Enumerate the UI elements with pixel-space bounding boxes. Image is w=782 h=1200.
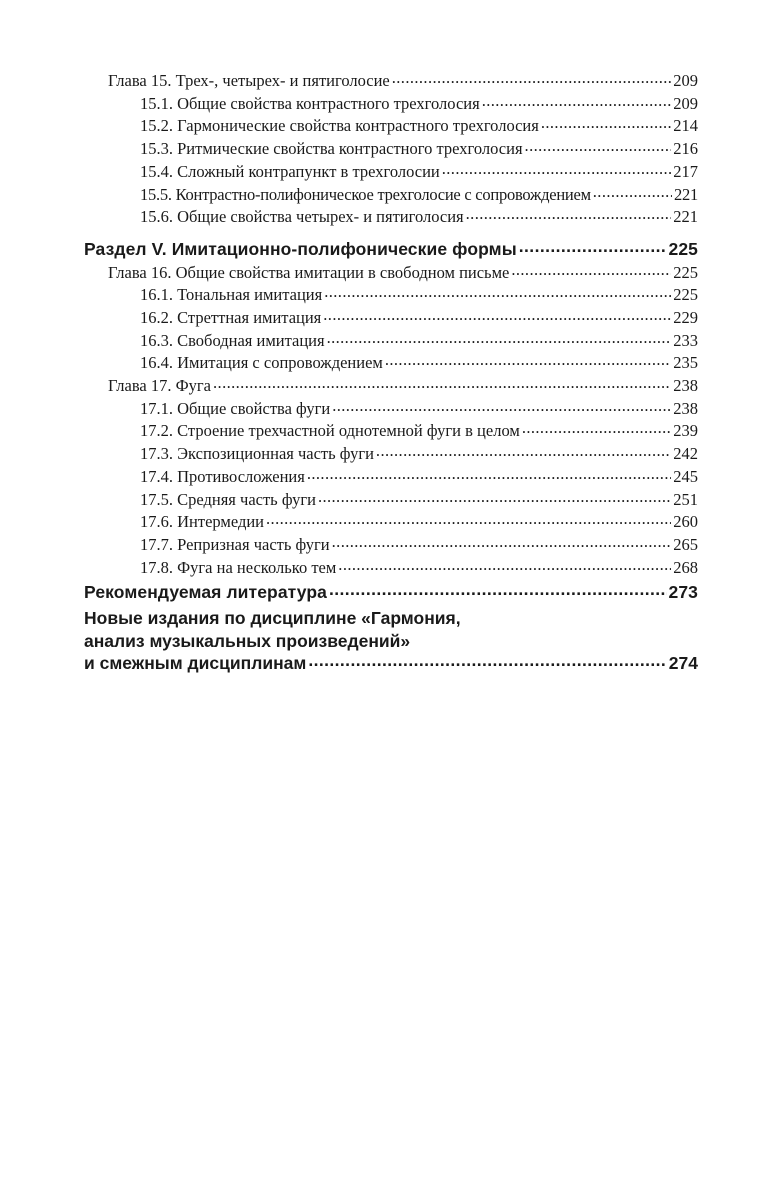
toc-entry-title: 16.3. Свободная имитация: [140, 330, 325, 350]
toc-entry-section-17-8[interactable]: [140, 557, 698, 580]
toc-entry-page: 217: [673, 161, 698, 181]
toc-entry-page: 235: [673, 353, 698, 373]
toc-entry-title: Глава 16. Общие свойства имитации в свободном письме: [108, 262, 510, 282]
dot-leader: [442, 158, 672, 181]
dot-leader: [522, 417, 671, 440]
dot-leader: [525, 135, 672, 158]
dot-leader: [318, 486, 671, 509]
toc-entry-title: Глава 17. Фуга: [108, 376, 212, 395]
toc-entry-title: 17.8. Фуга на несколько тем: [140, 557, 337, 577]
toc-entry-title: 16.1. Тональная имитация: [140, 285, 323, 305]
toc-entry-section-15-6[interactable]: [140, 206, 698, 229]
dot-leader: [519, 234, 667, 258]
toc-entry-page: 216: [673, 139, 698, 159]
dot-leader: [482, 90, 672, 113]
toc-entry-page: 273: [668, 582, 698, 602]
toc-entry-title: 17.5. Средняя часть фуги: [140, 489, 316, 509]
dot-leader: [332, 395, 671, 418]
toc-entry-page: 245: [673, 466, 698, 486]
toc-entry-page: 260: [673, 512, 698, 532]
dot-leader: [593, 181, 672, 204]
toc-entry-title-line-1: Новые издания по дисциплине «Гармония,: [84, 608, 461, 628]
toc-entry-title: 15.6. Общие свойства четырех- и пятиголосия: [140, 207, 464, 227]
dot-leader: [327, 327, 672, 350]
toc-entry-page: 221: [673, 207, 698, 227]
dot-leader: [385, 349, 671, 372]
toc-entry-page: 238: [673, 398, 698, 418]
dot-leader: [307, 463, 671, 486]
toc-entry-title: 17.6. Интермедии: [140, 512, 265, 532]
toc-entry-title: 15.3. Ритмические свойства контрастного трехголосия: [140, 139, 523, 159]
toc-entry-part-5[interactable]: [84, 237, 698, 261]
dot-leader: [308, 649, 666, 672]
toc-entry-title: Раздел V. Имитационно-полифонические формы: [84, 239, 517, 259]
toc-entry-page: 209: [673, 71, 698, 90]
toc-entry-title: 17.2. Строение трехчастной однотемной фуги в целом: [140, 421, 520, 441]
dot-leader: [376, 440, 671, 463]
toc-entry-title: 15.4. Сложный контрапункт в трехголосии: [140, 161, 440, 181]
toc-entry-title: Глава 15. Трех-, четырех- и пятиголосие: [108, 71, 390, 90]
toc-entry-new-editions[interactable]: [84, 607, 698, 675]
toc-entry-page: 265: [673, 534, 698, 554]
toc-entry-title: 17.4. Противосложения: [140, 466, 305, 486]
toc-entry-title: 17.7. Репризная часть фуги: [140, 534, 330, 554]
dot-leader: [392, 67, 672, 90]
toc-entry-last-line: [84, 652, 698, 675]
toc-entry-page: 221: [674, 184, 698, 204]
toc-entry-title: 16.2. Стреттная имитация: [140, 307, 322, 327]
toc-entry-page: 225: [673, 262, 698, 282]
toc-entry-title: 15.5. Контрастно-полифоническое трехголосие с сопровождением: [140, 184, 591, 204]
toc-entry-title: 17.1. Общие свойства фуги: [140, 398, 331, 418]
dot-leader: [338, 554, 671, 577]
dot-leader: [511, 259, 671, 282]
dot-leader: [213, 372, 671, 395]
toc-entry-page: 251: [673, 489, 698, 509]
dot-leader: [329, 577, 667, 601]
toc-entry-page: 274: [668, 653, 698, 673]
toc-entry-title: 17.3. Экспозиционная часть фуги: [140, 444, 374, 464]
toc-entry-page: 209: [673, 93, 698, 113]
dot-leader: [466, 203, 672, 226]
dot-leader: [266, 508, 671, 531]
toc-entry-page: 214: [673, 116, 698, 136]
toc-entry-title: 15.2. Гармонические свойства контрастного трехголосия: [140, 116, 539, 136]
toc-entry-title: Рекомендуемая литература: [84, 582, 327, 602]
toc-entry-page: 238: [673, 376, 698, 395]
toc-entry-page: 225: [668, 239, 698, 259]
toc-entry-title-line-2: анализ музыкальных произведений»: [84, 630, 411, 651]
toc-entry-title: 15.1. Общие свойства контрастного трехголосия: [140, 93, 480, 113]
dot-leader: [324, 281, 671, 304]
toc-entry-page: 268: [673, 557, 698, 577]
dot-leader: [332, 531, 672, 554]
toc-entry-page: 233: [673, 330, 698, 350]
toc-entry-page: 225: [673, 285, 698, 305]
toc-entry-title: 16.4. Имитация с сопровождением: [140, 353, 383, 373]
toc-entry-title-line-3: и смежным дисциплинам: [84, 653, 307, 673]
dot-leader: [541, 112, 671, 135]
toc-entry-page: 239: [673, 421, 698, 441]
toc-entry-page: 242: [673, 444, 698, 464]
toc-entry-recommended-literature[interactable]: [84, 580, 698, 604]
dot-leader: [323, 304, 671, 327]
toc-entry-page: 229: [673, 307, 698, 327]
